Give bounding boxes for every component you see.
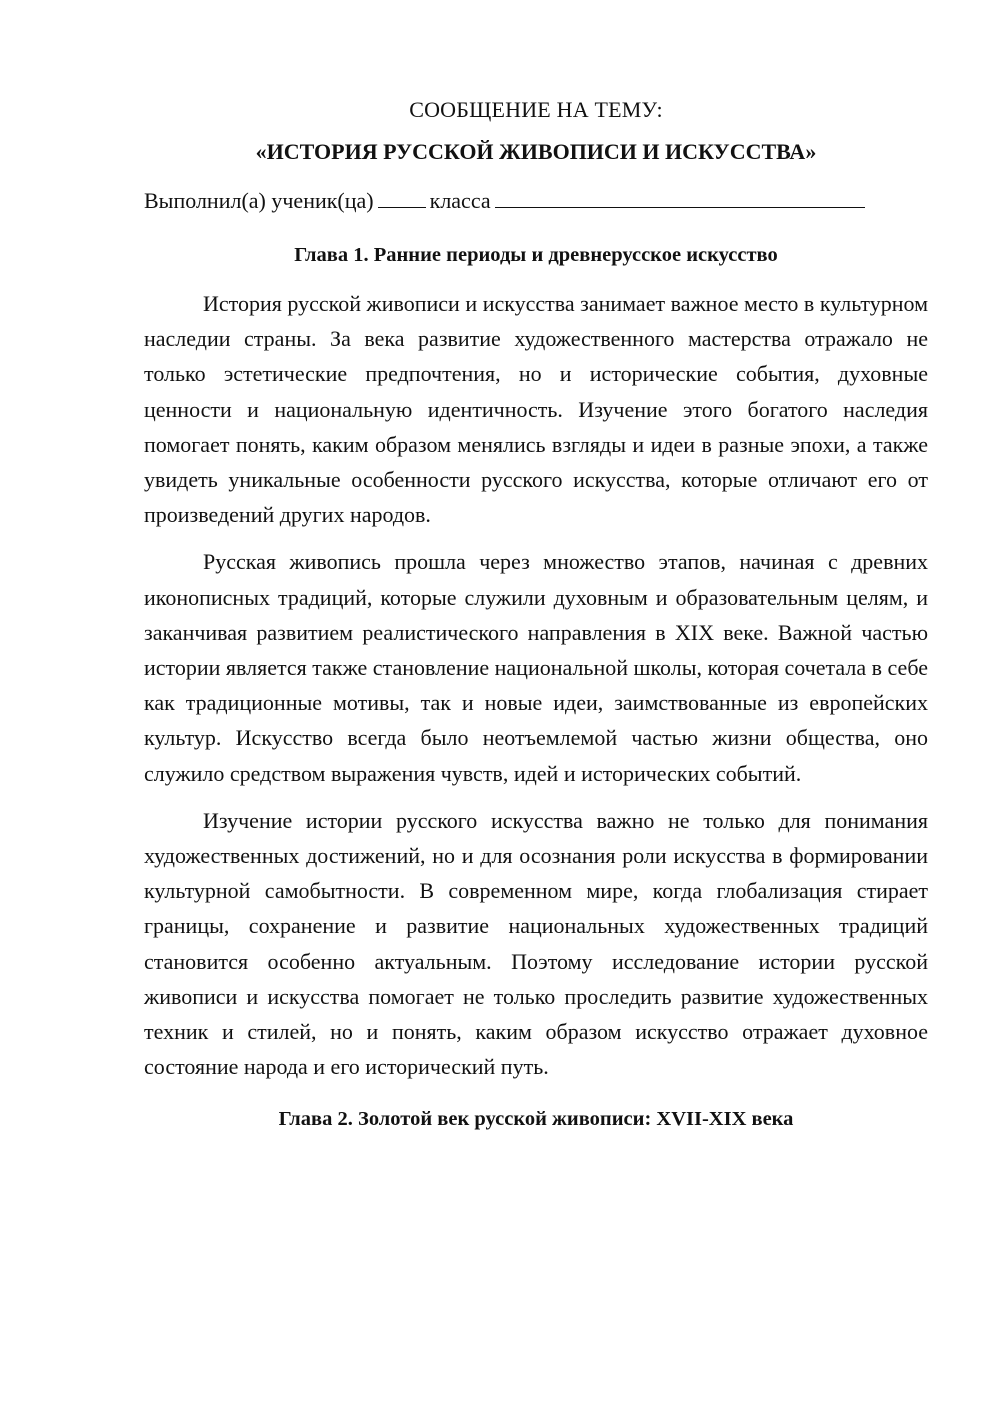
page-content (144, 92, 928, 1134)
author-prefix: Выполнил(а) ученик(ца) (144, 188, 374, 213)
class-label: класса (429, 188, 491, 213)
chapter-1-paragraph-1: История русской живописи и искусства занимает важное место в культурном наследии страны. За века развитие художественного мастерства отражало не только эстетические предпочтения, но и исторические события, духовные ценности и национальную идентичность. Изучение этого богатого наследия помогает понять, каким образом менялись взгляды и идеи в разные эпохи, а также увидеть уникальные особенности русского искусства, которые отличают его от произведений других народов. (144, 291, 928, 528)
author-line (144, 186, 928, 216)
chapter-1-paragraph-2: Русская живопись прошла через множество этапов, начиная с древних иконописных традиций, которые служили духовным и образовательным целям, и заканчивая развитием реалистического направления в XIX веке. Важной частью истории является также становление национальной школы, которая сочетала в себе как традиционные мотивы, так и новые идеи, заимствованные из европейских культур. Искусство всегда было неотъемлемой частью жизни общества, оно служило средством выражения чувств, идей и исторических событий. (144, 549, 928, 786)
chapter-1-paragraph-3: Изучение истории русского искусства важно не только для понимания художественных достижений, но и для осознания роли искусства в формировании культурной самобытности. В современном мире, когда глобализация стирает границы, сохранение и развитие национальных художественных традиций становится особенно актуальным. Поэтому исследование истории русской живописи и искусства помогает не только проследить развитие художественных техник и стилей, но и понять, каким образом искусство отражает духовное состояние народа и его исторический путь. (144, 807, 928, 1080)
report-heading (144, 92, 928, 170)
class-blank (495, 187, 865, 208)
chapter-1-heading: Глава 1. Ранние периоды и древнерусское искусство (294, 244, 778, 266)
report-label: СООБЩЕНИЕ НА ТЕМУ: (409, 97, 663, 122)
report-title: «ИСТОРИЯ РУССКОЙ ЖИВОПИСИ И ИСКУССТВА» (255, 139, 817, 164)
student-name-blank (378, 187, 426, 208)
chapter-2-heading: Глава 2. Золотой век русской живописи: XVII-XIX века (278, 1108, 794, 1131)
